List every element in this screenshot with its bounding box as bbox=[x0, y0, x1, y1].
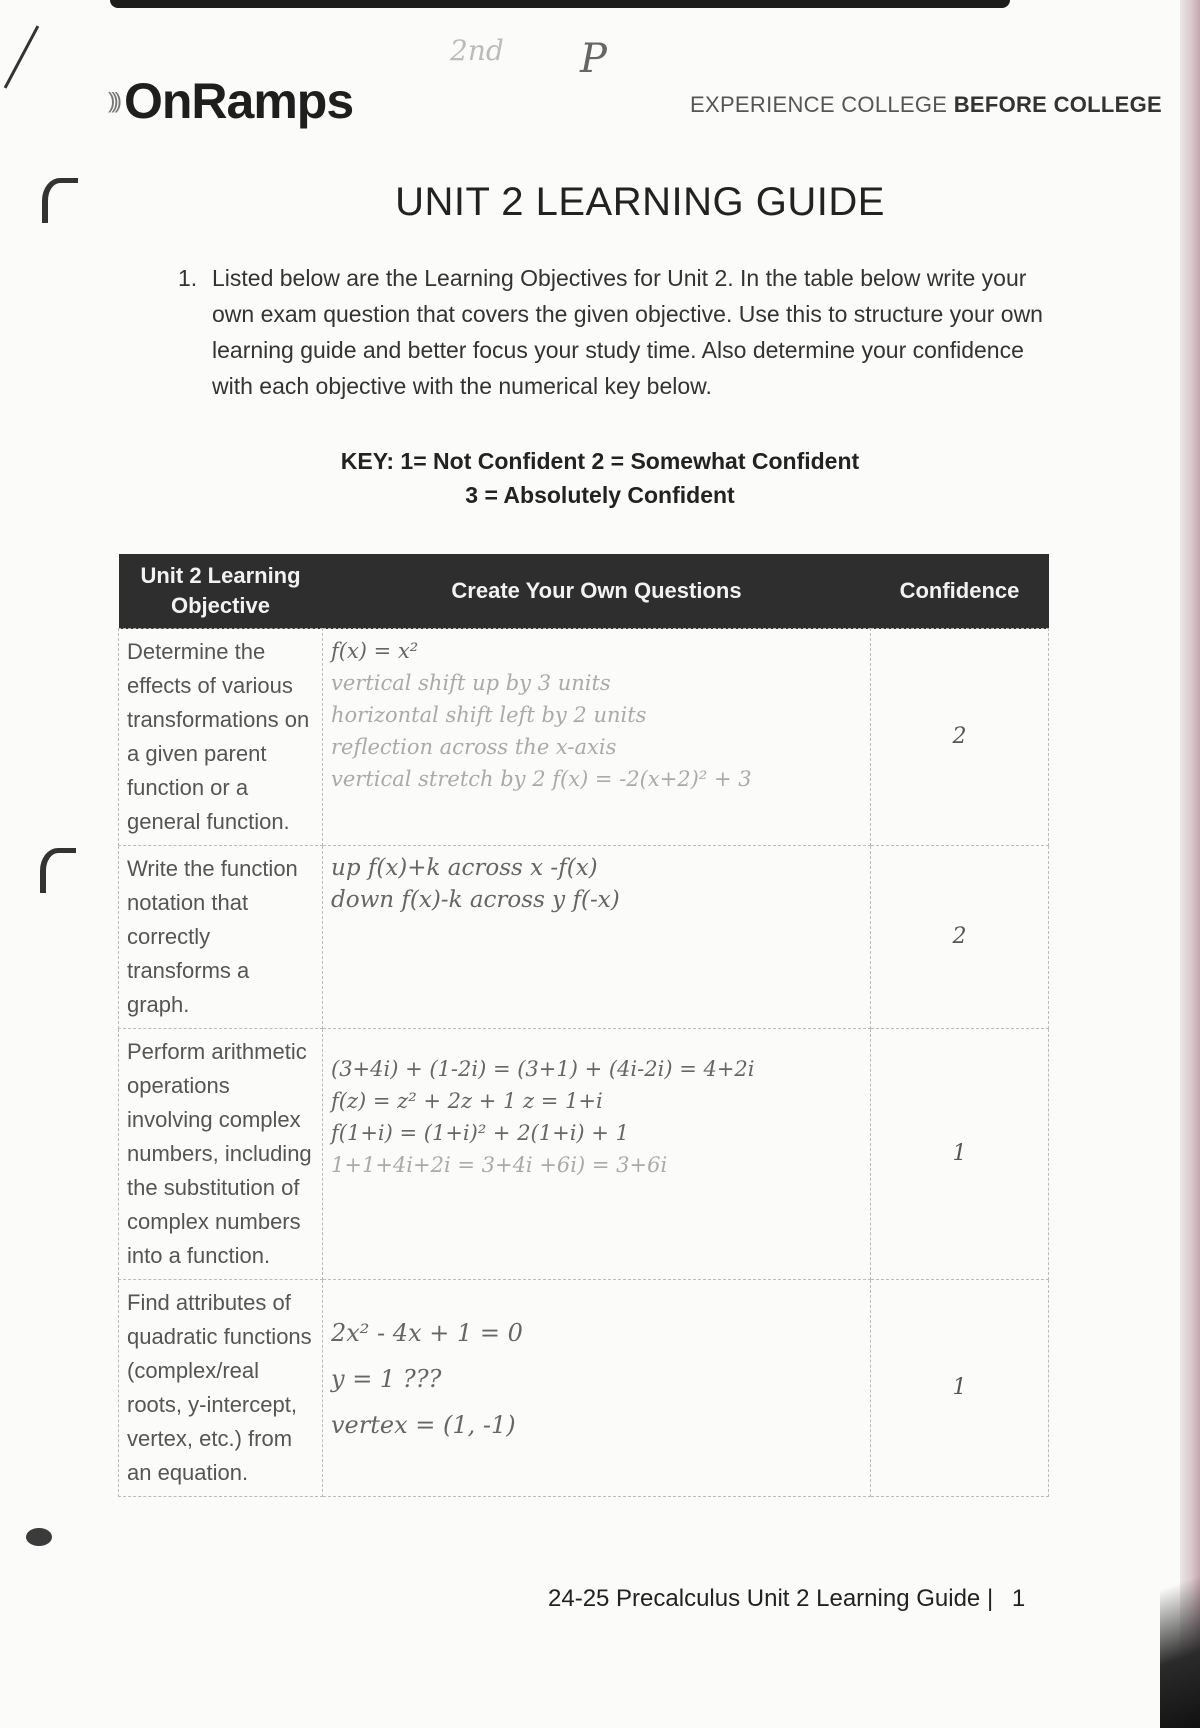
question-line: y = 1 ??? bbox=[331, 1365, 442, 1393]
question-cell[interactable] bbox=[323, 1029, 871, 1280]
confidence-key bbox=[250, 444, 950, 512]
footer-text: 24-25 Precalculus Unit 2 Learning Guide bbox=[548, 1585, 981, 1612]
confidence-cell[interactable]: 2 bbox=[871, 629, 1049, 846]
confidence-cell[interactable]: 2 bbox=[871, 846, 1049, 1029]
scan-corner-shadow bbox=[1160, 1488, 1200, 1728]
instruction-text: Listed below are the Learning Objectives for Unit 2. In the table below write your own exam question that covers the given objective. Use this to structure your own learning guide and better focus your study time. Also determine your confidence with each objective with the numerical key below. bbox=[212, 265, 1043, 399]
scan-shadow bbox=[110, 0, 1010, 8]
question-line: (3+4i) + (1-2i) = (3+1) + (4i-2i) = 4+2i bbox=[331, 1057, 755, 1081]
handwritten-period: 2nd bbox=[450, 34, 504, 67]
table-row bbox=[119, 1029, 1049, 1280]
paper-edge bbox=[1180, 0, 1200, 1728]
question-line: f(z) = z² + 2z + 1 z = 1+i bbox=[331, 1089, 603, 1113]
question-line: vertex = (1, -1) bbox=[331, 1411, 516, 1439]
page-footer bbox=[548, 1585, 1025, 1613]
question-line: vertical stretch by 2 f(x) = -2(x+2)² + 3 bbox=[331, 767, 752, 791]
question-cell[interactable] bbox=[323, 846, 871, 1029]
instruction-number: 1. bbox=[178, 265, 198, 291]
question-cell[interactable] bbox=[323, 629, 871, 846]
binder-hole bbox=[40, 848, 76, 893]
page-title: UNIT 2 LEARNING GUIDE bbox=[395, 180, 885, 224]
table-row bbox=[119, 1280, 1049, 1497]
question-line: f(x) = x² bbox=[331, 639, 419, 663]
objective-cell: Find attributes of quadratic functions (complex/real roots, y-intercept, vertex, etc.) from an equation. bbox=[119, 1280, 323, 1497]
header-questions: Create Your Own Questions bbox=[323, 554, 871, 629]
key-line-2: 3 = Absolutely Confident bbox=[465, 482, 735, 508]
question-line: horizontal shift left by 2 units bbox=[331, 703, 647, 727]
table-row bbox=[119, 846, 1049, 1029]
question-line: f(1+i) = (1+i)² + 2(1+i) + 1 bbox=[331, 1121, 629, 1145]
logo-signal-icon: ))) bbox=[108, 88, 118, 113]
tagline-light: EXPERIENCE COLLEGE bbox=[690, 92, 948, 117]
footer-separator: | bbox=[986, 1585, 994, 1612]
tagline bbox=[690, 92, 1162, 118]
binder-hole bbox=[26, 1528, 52, 1546]
question-line: reflection across the x-axis bbox=[331, 735, 617, 759]
confidence-cell[interactable]: 1 bbox=[871, 1029, 1049, 1280]
header-confidence: Confidence bbox=[871, 554, 1049, 629]
question-line: down f(x)-k across y f(-x) bbox=[331, 887, 620, 913]
question-line: 1+1+4i+2i = 3+4i +6i) = 3+6i bbox=[331, 1153, 668, 1177]
key-line-1: KEY: 1= Not Confident 2 = Somewhat Confident bbox=[340, 448, 860, 474]
objective-cell: Write the function notation that correctly transforms a graph. bbox=[119, 846, 323, 1029]
table-row bbox=[119, 629, 1049, 846]
table-header-row bbox=[119, 554, 1049, 629]
pen-stroke bbox=[4, 25, 40, 88]
page-number: 1 bbox=[1011, 1585, 1026, 1612]
question-cell[interactable] bbox=[323, 1280, 871, 1497]
question-line: 2x² - 4x + 1 = 0 bbox=[331, 1319, 523, 1347]
tagline-bold: BEFORE COLLEGE bbox=[953, 92, 1163, 117]
objective-cell: Perform arithmetic operations involving complex numbers, including the substitution of complex numbers into a function. bbox=[119, 1029, 323, 1280]
objective-cell: Determine the effects of various transformations on a given parent function or a general function. bbox=[119, 629, 323, 846]
header-objective: Unit 2 Learning Objective bbox=[119, 554, 323, 629]
question-line: up f(x)+k across x -f(x) bbox=[331, 855, 598, 881]
handwritten-mark: P bbox=[580, 36, 607, 82]
logo-text: OnRamps bbox=[123, 73, 354, 129]
confidence-cell[interactable]: 1 bbox=[871, 1280, 1049, 1497]
onramps-logo bbox=[108, 72, 353, 130]
question-line: vertical shift up by 3 units bbox=[331, 671, 611, 695]
learning-guide-table bbox=[118, 554, 1049, 1497]
instructions bbox=[178, 260, 1058, 404]
